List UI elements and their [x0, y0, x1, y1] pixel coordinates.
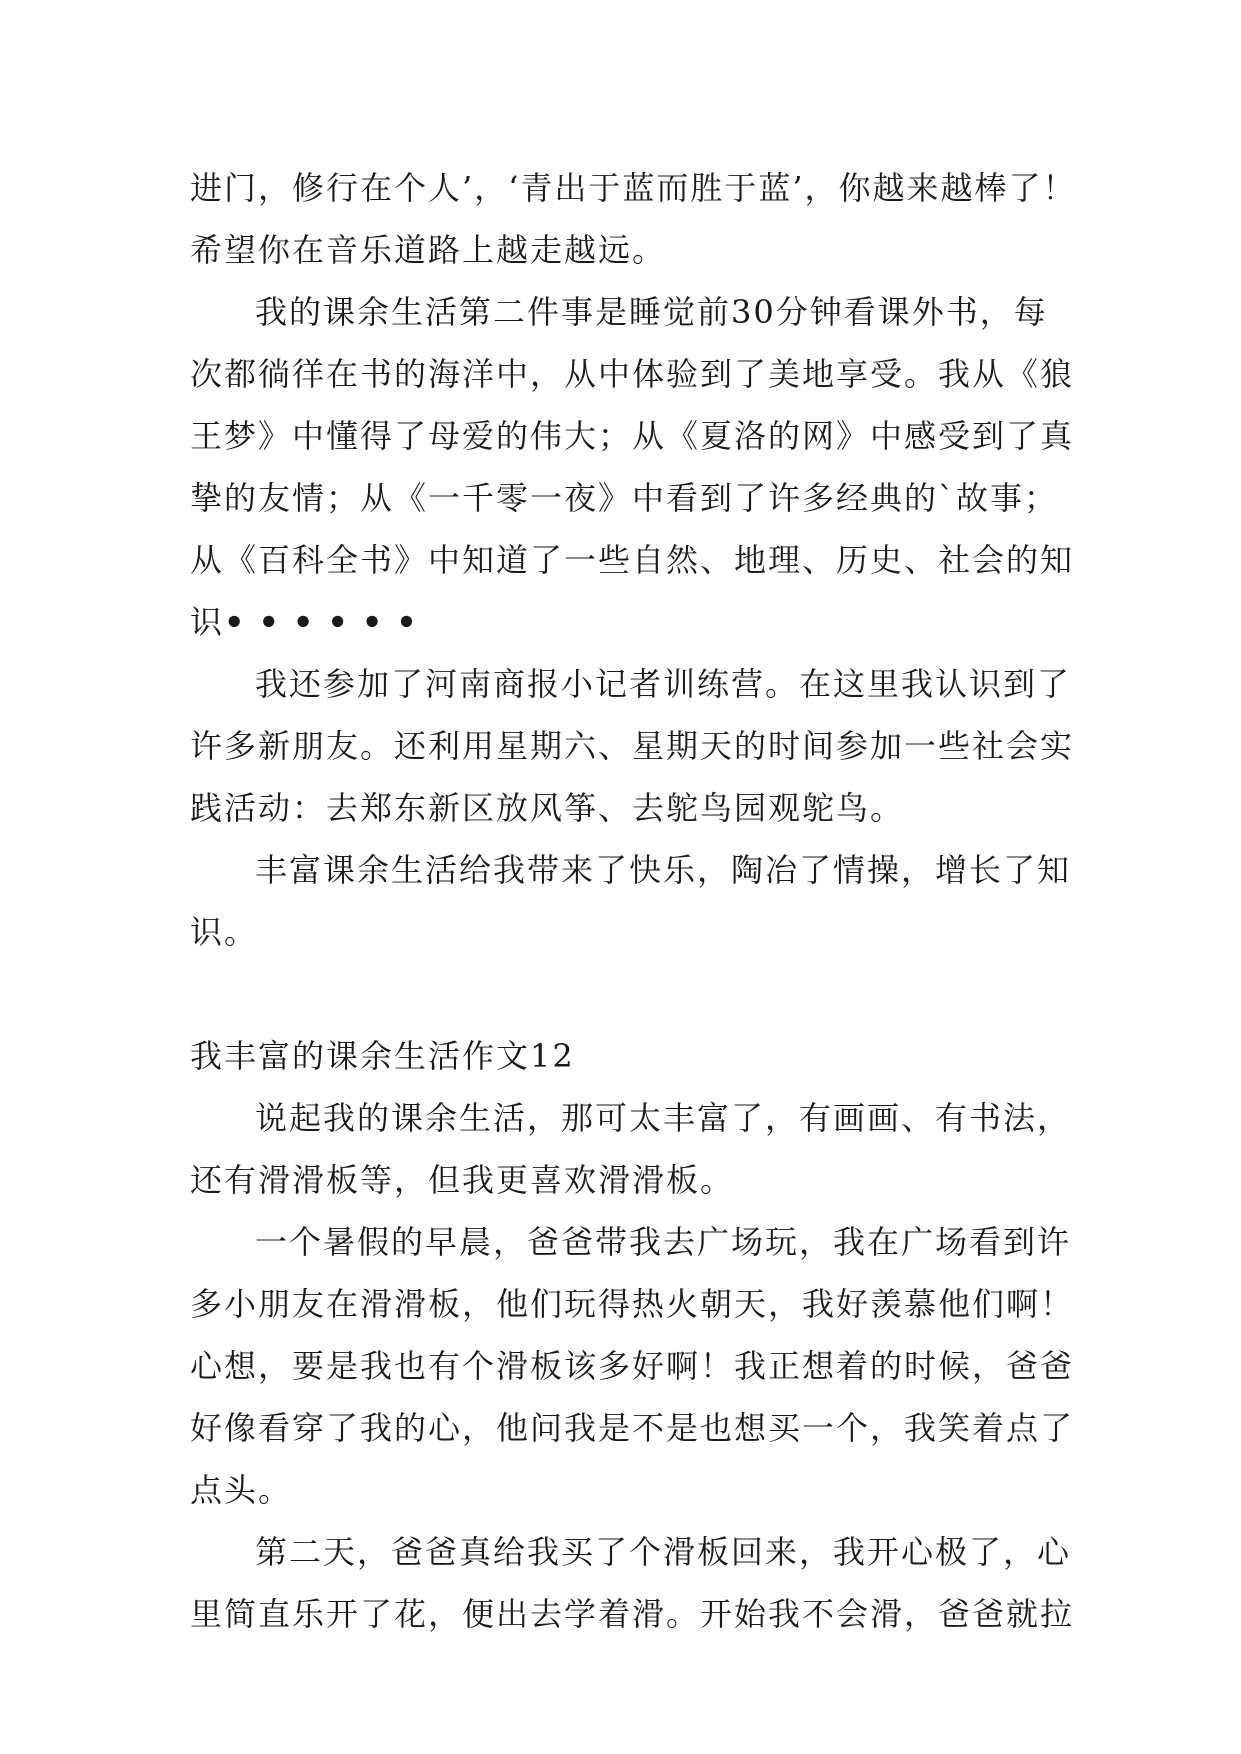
document-body	[190, 157, 1077, 1645]
paragraph	[190, 653, 1075, 839]
text-line: 里简直乐开了花，便出去学着滑。开始我不会滑，爸爸就拉	[190, 1595, 1075, 1633]
section-title: 我丰富的课余生活作文12	[190, 1037, 575, 1075]
text-line: 我的课余生活第二件事是睡觉前30分钟看课外书，每	[255, 293, 1048, 331]
text-line: 挚的友情；从《一千零一夜》中看到了许多经典的`故事；	[190, 479, 1059, 517]
text-line: 进门，修行在个人’，‘青出于蓝而胜于蓝’，你越来越棒了！	[190, 169, 1077, 207]
ellipsis-dots: ••••••	[224, 603, 431, 641]
text-line: 许多新朋友。还利用星期六、星期天的时间参加一些社会实	[190, 727, 1075, 765]
paragraph	[190, 1521, 1075, 1645]
text-line: 践活动：去郑东新区放风筝、去鸵鸟园观鸵鸟。	[190, 789, 905, 827]
text-line: 第二天，爸爸真给我买了个滑板回来，我开心极了，心	[255, 1533, 1072, 1571]
text-line: 次都徜徉在书的海洋中，从中体验到了美地享受。我从《狼	[190, 355, 1075, 393]
text-line: 希望你在音乐道路上越走越远。	[190, 231, 667, 269]
text-line: 王梦》中懂得了母爱的伟大；从《夏洛的网》中感受到了真	[190, 417, 1075, 455]
text-line: 一个暑假的早晨，爸爸带我去广场玩，我在广场看到许	[255, 1223, 1072, 1261]
text-line	[190, 591, 1060, 653]
paragraph	[190, 1087, 1072, 1211]
text-line: 还有滑滑板等，但我更喜欢滑滑板。	[190, 1161, 735, 1199]
text-fragment: 识	[190, 603, 225, 641]
text-line: 从《百科全书》中知道了一些自然、地理、历史、社会的知	[190, 541, 1075, 579]
paragraph	[190, 281, 1075, 653]
paragraph	[190, 157, 1077, 281]
text-line: 好像看穿了我的心，他问我是不是也想买一个，我笑着点了	[190, 1409, 1075, 1447]
text-line: 识。	[190, 913, 259, 951]
text-line: 点头。	[190, 1471, 293, 1509]
paragraph	[190, 1211, 1075, 1521]
text-line: 多小朋友在滑滑板，他们玩得热火朝天，我好羡慕他们啊！	[190, 1285, 1075, 1323]
text-line: 丰富课余生活给我带来了快乐，陶冶了情操，增长了知	[255, 851, 1072, 889]
text-line: 心想，要是我也有个滑板该多好啊！我正想着的时候，爸爸	[190, 1347, 1075, 1385]
text-line: 说起我的课余生活，那可太丰富了，有画画、有书法，	[255, 1099, 1072, 1137]
section-spacer	[190, 963, 1060, 1025]
text-line: 我还参加了河南商报小记者训练营。在这里我认识到了	[255, 665, 1072, 703]
paragraph	[190, 839, 1072, 963]
